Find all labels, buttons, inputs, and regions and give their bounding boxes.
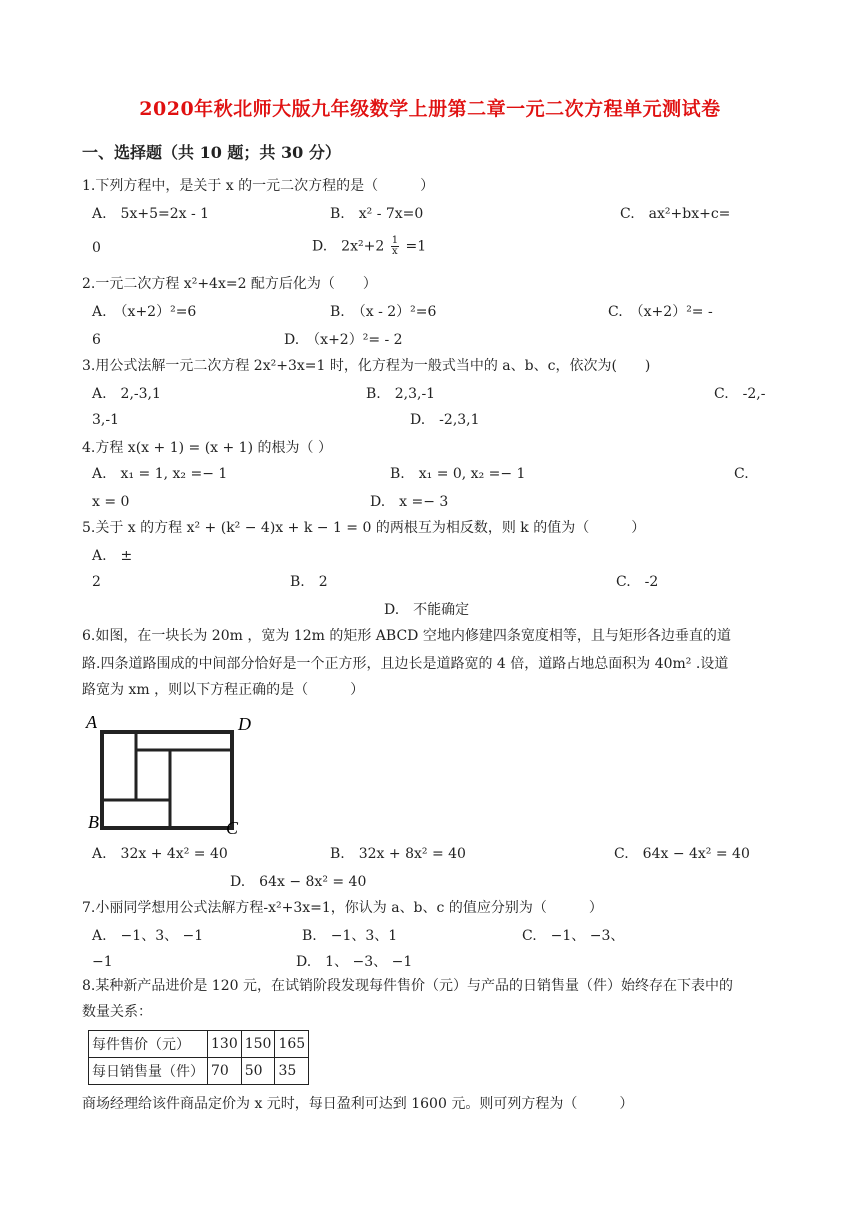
question-6-option-a: A. 32x + 4x² = 40 [92,846,228,862]
vertex-label-a: A [86,712,97,732]
rectangle-abcd [102,732,232,828]
question-6-line-2: 路.四条道路围成的中间部分恰好是一个正方形，且边长是道路宽的 4 倍，道路占地总面积为 40m² .设道 [82,656,729,672]
question-4-option-c: C. [734,466,749,482]
question-2-option-b: B. （x - 2）²=6 [330,304,437,320]
question-1-stem: 1.下列方程中，是关于 x 的一元二次方程的是（ ） [82,178,435,194]
question-1-option-d [312,236,426,257]
question-2-option-c: C. （x+2）²= - [608,304,713,320]
section-heading: 一、选择题（共 10 题；共 30 分） [82,143,341,162]
question-4-option-a: A. x₁ = 1, x₂ =− 1 [92,466,228,482]
question-3-stem: 3.用公式法解一元二次方程 2x²+3x=1 时，化方程为一般式当中的 a、b、c，依次为( ) [82,358,651,374]
table-cell: 70 [208,1058,242,1085]
fraction [391,236,399,257]
question-5-stem: 5.关于 x 的方程 x² + (k² − 4)x + k − 1 = 0 的两根互为相反数，则 k 的值为（ ） [82,520,646,536]
question-3-option-b: B. 2,3,-1 [366,386,436,402]
road-right [170,750,232,828]
question-1-option-d-prefix: D. 2x²+2 [312,238,385,255]
question-1-option-a: A. 5x+5=2x - 1 [92,206,210,222]
vertex-label-c: C [226,818,239,838]
question-4-option-b: B. x₁ = 0, x₂ =− 1 [390,466,526,482]
question-2-stem: 2.一元二次方程 x²+4x=2 配方后化为（ ） [82,276,377,292]
question-5-option-a: A. ± [92,548,133,564]
question-5-option-b: B. 2 [290,574,328,590]
question-1-option-c-continued: 0 [92,240,101,256]
table-cell: 130 [208,1031,242,1058]
question-7-option-d: D. 1、 −3、 −1 [296,954,413,970]
question-6-option-b: B. 32x + 8x² = 40 [330,846,466,862]
question-8-line-2: 数量关系： [82,1004,152,1020]
road-left [102,732,136,800]
question-6-option-d: D. 64x − 8x² = 40 [230,874,367,890]
question-3-option-d: D. -2,3,1 [410,412,480,428]
question-6-line-3: 路宽为 xm ，则以下方程正确的是（ ） [82,682,365,698]
table-row [89,1058,309,1085]
question-8-line-1: 8.某种新产品进价是 120 元，在试销阶段发现每件售价（元）与产品的日销售量（件）始终存在下表中的 [82,978,733,994]
question-2-option-d: D. （x+2）²= - 2 [284,332,403,348]
question-7-stem: 7.小丽同学想用公式法解方程-x²+3x=1，你认为 a、b、c 的值应分别为（ ） [82,900,603,916]
table-cell: 50 [241,1058,275,1085]
question-5-option-c: C. -2 [616,574,659,590]
question-3-option-c-continued: 3,-1 [92,412,119,428]
question-4-option-c-continued: x = 0 [92,494,130,510]
question-1-option-c: C. ax²+bx+c= [620,206,731,222]
fraction-numerator: 1 [391,235,399,246]
question-4-option-d: D. x =− 3 [370,494,449,510]
table-cell: 每日销售量（件） [89,1058,208,1085]
fraction-denominator: x [392,246,398,257]
question-1-option-d-suffix: =1 [405,238,427,255]
road-diagram [84,712,264,838]
question-4-stem: 4.方程 x(x + 1) = (x + 1) 的根为（ ） [82,440,332,456]
table-cell: 165 [275,1031,309,1058]
question-1-option-b: B. x² - 7x=0 [330,206,424,222]
price-sales-table [88,1030,309,1085]
question-2-option-a: A. （x+2）²=6 [92,304,197,320]
road-top [136,732,232,750]
table-cell: 35 [275,1058,309,1085]
question-7-option-c-continued: −1 [92,954,113,970]
question-2-option-c-continued: 6 [92,332,101,348]
question-5-option-a-continued: 2 [92,574,101,590]
road-bottom [102,800,170,828]
question-7-option-a: A. −1、3、 −1 [92,928,204,944]
vertex-label-b: B [88,812,99,832]
question-6-option-c: C. 64x − 4x² = 40 [614,846,750,862]
table-row [89,1031,309,1058]
center-square [136,750,170,800]
table-cell: 每件售价（元） [89,1031,208,1058]
question-7-option-b: B. −1、3、1 [302,928,398,944]
page-title: 2020年秋北师大版九年级数学上册第二章一元二次方程单元测试卷 [139,98,721,120]
table-cell: 150 [241,1031,275,1058]
vertex-label-d: D [238,714,251,734]
question-3-option-a: A. 2,-3,1 [92,386,161,402]
question-5-option-d: D. 不能确定 [384,602,470,618]
question-3-option-c: C. -2,- [714,386,766,402]
question-6-line-1: 6.如图，在一块长为 20m ，宽为 12m 的矩形 ABCD 空地内修建四条宽度相等，且与矩形各边垂直的道 [82,628,731,644]
question-8-line-3: 商场经理给该件商品定价为 x 元时，每日盈利可达到 1600 元。则可列方程为（ ） [82,1096,634,1112]
question-7-option-c: C. −1、 −3、 [522,928,625,944]
